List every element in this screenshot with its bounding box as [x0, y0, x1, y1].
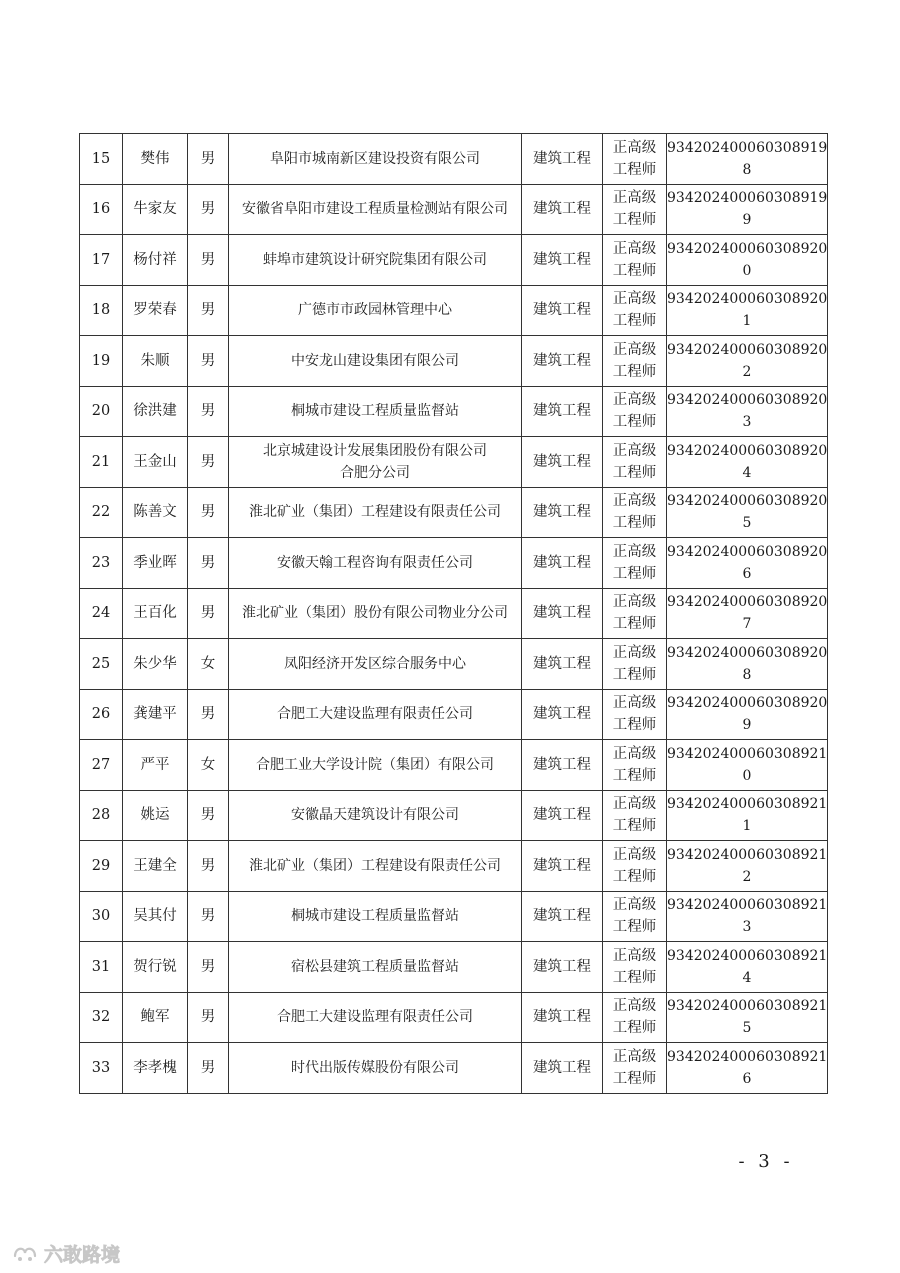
certificate-number-cell: 934202400060308919 8: [667, 134, 828, 185]
name-cell: 牛家友: [123, 184, 188, 235]
employer-cell: [229, 740, 522, 791]
title-cell: [603, 285, 667, 336]
title-line: 正高级: [612, 796, 657, 813]
gender-cell: 男: [188, 285, 229, 336]
specialty-cell: 建筑工程: [522, 487, 603, 538]
gender-cell: 女: [188, 740, 229, 791]
title-line: 工程师: [612, 616, 657, 633]
employer-cell: [229, 891, 522, 942]
employer-line: 合肥工业大学设计院（集团）有限公司: [256, 756, 494, 773]
table-row: [80, 639, 828, 690]
title-line: 工程师: [612, 565, 657, 582]
row-number-cell: 25: [80, 639, 123, 690]
employer-cell: [229, 487, 522, 538]
title-cell: [603, 386, 667, 437]
specialty-cell: 建筑工程: [522, 689, 603, 740]
employer-line: 中安龙山建设集团有限公司: [291, 352, 459, 369]
title-cell: [603, 639, 667, 690]
title-line: 正高级: [612, 695, 657, 712]
employer-line: 桐城市建设工程质量监督站: [291, 908, 459, 925]
title-cell: [603, 336, 667, 387]
title-line: 正高级: [612, 594, 657, 611]
certificate-number-cell: 934202400060308920 6: [667, 538, 828, 589]
row-number-cell: 22: [80, 487, 123, 538]
gender-cell: 男: [188, 134, 229, 185]
employer-cell: [229, 992, 522, 1043]
title-line: 正高级: [612, 947, 657, 964]
row-number-cell: 26: [80, 689, 123, 740]
title-cell: [603, 1043, 667, 1094]
certificate-number-cell: 934202400060308920 9: [667, 689, 828, 740]
specialty-cell: 建筑工程: [522, 538, 603, 589]
name-cell: 陈善文: [123, 487, 188, 538]
employer-cell: [229, 336, 522, 387]
title-cell: [603, 134, 667, 185]
table-row: [80, 285, 828, 336]
name-cell: 贺行锐: [123, 942, 188, 993]
certificate-number-cell: 934202400060308920 5: [667, 487, 828, 538]
table-row: [80, 386, 828, 437]
gender-cell: 男: [188, 235, 229, 286]
row-number-cell: 16: [80, 184, 123, 235]
table-row: [80, 487, 828, 538]
row-number-cell: 32: [80, 992, 123, 1043]
watermark-text: 六敢路境: [44, 1243, 121, 1266]
table-row: [80, 235, 828, 286]
gender-cell: 男: [188, 790, 229, 841]
specialty-cell: 建筑工程: [522, 437, 603, 488]
name-cell: 王建全: [123, 841, 188, 892]
title-cell: [603, 588, 667, 639]
name-cell: 鲍军: [123, 992, 188, 1043]
employer-cell: [229, 134, 522, 185]
title-cell: [603, 790, 667, 841]
row-number-cell: 17: [80, 235, 123, 286]
title-line: 正高级: [612, 1048, 657, 1065]
gender-cell: 男: [188, 487, 229, 538]
row-number-cell: 33: [80, 1043, 123, 1094]
title-cell: [603, 184, 667, 235]
title-cell: [603, 841, 667, 892]
table-row: [80, 891, 828, 942]
employer-cell: [229, 538, 522, 589]
title-cell: [603, 235, 667, 286]
title-cell: [603, 437, 667, 488]
employer-cell: [229, 588, 522, 639]
specialty-cell: 建筑工程: [522, 639, 603, 690]
title-line: 正高级: [612, 543, 657, 560]
title-line: 正高级: [612, 341, 657, 358]
employer-cell: [229, 437, 522, 488]
employer-line: 北京城建设计发展集团股份有限公司: [263, 442, 487, 459]
title-line: 工程师: [612, 464, 657, 481]
gender-cell: 男: [188, 689, 229, 740]
title-cell: [603, 891, 667, 942]
employer-cell: [229, 1043, 522, 1094]
gender-cell: 男: [188, 588, 229, 639]
employer-line: 蚌埠市建筑设计研究院集团有限公司: [263, 251, 487, 268]
title-cell: [603, 689, 667, 740]
title-line: 工程师: [612, 717, 657, 734]
title-line: 工程师: [612, 666, 657, 683]
title-cell: [603, 740, 667, 791]
certificate-number-cell: 934202400060308920 8: [667, 639, 828, 690]
employer-cell: [229, 639, 522, 690]
employer-cell: [229, 235, 522, 286]
title-line: 正高级: [612, 291, 657, 308]
title-cell: [603, 992, 667, 1043]
row-number-cell: 21: [80, 437, 123, 488]
table-row: [80, 588, 828, 639]
specialty-cell: 建筑工程: [522, 285, 603, 336]
title-line: 正高级: [612, 442, 657, 459]
employer-line: 淮北矿业（集团）股份有限公司物业分公司: [242, 605, 508, 622]
certificate-number-cell: 934202400060308919 9: [667, 184, 828, 235]
certificate-number-cell: 934202400060308920 2: [667, 336, 828, 387]
name-cell: 严平: [123, 740, 188, 791]
table-row: [80, 336, 828, 387]
certificate-number-cell: 934202400060308921 2: [667, 841, 828, 892]
name-cell: 姚运: [123, 790, 188, 841]
table-row: [80, 790, 828, 841]
row-number-cell: 15: [80, 134, 123, 185]
certificate-number-cell: 934202400060308920 7: [667, 588, 828, 639]
certificate-number-cell: 934202400060308921 4: [667, 942, 828, 993]
gender-cell: 男: [188, 891, 229, 942]
title-line: 工程师: [612, 212, 657, 229]
employer-line: 宿松县建筑工程质量监督站: [291, 958, 459, 975]
name-cell: 李孝槐: [123, 1043, 188, 1094]
title-cell: [603, 942, 667, 993]
employer-cell: [229, 790, 522, 841]
title-line: 正高级: [612, 493, 657, 510]
specialty-cell: 建筑工程: [522, 588, 603, 639]
specialty-cell: 建筑工程: [522, 841, 603, 892]
certificate-number-cell: 934202400060308920 4: [667, 437, 828, 488]
name-cell: 王金山: [123, 437, 188, 488]
employer-line: 凤阳经济开发区综合服务中心: [284, 655, 466, 672]
title-line: 正高级: [612, 745, 657, 762]
gender-cell: 男: [188, 841, 229, 892]
employer-line: 淮北矿业（集团）工程建设有限责任公司: [249, 857, 501, 874]
title-line: 正高级: [612, 139, 657, 156]
table-row: [80, 538, 828, 589]
table-row: [80, 437, 828, 488]
gender-cell: 男: [188, 437, 229, 488]
name-cell: 季业晖: [123, 538, 188, 589]
title-cell: [603, 487, 667, 538]
employer-line: 安徽晶天建筑设计有限公司: [291, 807, 459, 824]
gender-cell: 男: [188, 538, 229, 589]
title-cell: [603, 538, 667, 589]
gender-cell: 男: [188, 942, 229, 993]
specialty-cell: 建筑工程: [522, 1043, 603, 1094]
name-cell: 罗荣春: [123, 285, 188, 336]
name-cell: 王百化: [123, 588, 188, 639]
roster-table-body: [80, 134, 828, 1094]
specialty-cell: 建筑工程: [522, 235, 603, 286]
employer-line: 广德市市政园林管理中心: [298, 302, 452, 319]
name-cell: 朱顺: [123, 336, 188, 387]
table-row: [80, 841, 828, 892]
title-line: 工程师: [612, 919, 657, 936]
title-line: 工程师: [612, 313, 657, 330]
title-line: 工程师: [612, 515, 657, 532]
employer-cell: [229, 841, 522, 892]
employer-line: 桐城市建设工程质量监督站: [291, 403, 459, 420]
certificate-number-cell: 934202400060308921 3: [667, 891, 828, 942]
title-line: 正高级: [612, 998, 657, 1015]
title-line: 工程师: [612, 414, 657, 431]
certificate-number-cell: 934202400060308921 0: [667, 740, 828, 791]
table-row: [80, 942, 828, 993]
name-cell: 朱少华: [123, 639, 188, 690]
gender-cell: 男: [188, 1043, 229, 1094]
row-number-cell: 19: [80, 336, 123, 387]
employer-cell: [229, 689, 522, 740]
page-number: - 3 -: [738, 1151, 794, 1172]
row-number-cell: 28: [80, 790, 123, 841]
table-row: [80, 134, 828, 185]
employer-line: 合肥工大建设监理有限责任公司: [277, 1009, 473, 1026]
title-line: 工程师: [612, 363, 657, 380]
gender-cell: 男: [188, 184, 229, 235]
gender-cell: 男: [188, 336, 229, 387]
employer-line: 阜阳市城南新区建设投资有限公司: [270, 150, 480, 167]
specialty-cell: 建筑工程: [522, 336, 603, 387]
title-line: 工程师: [612, 262, 657, 279]
specialty-cell: 建筑工程: [522, 740, 603, 791]
employer-line: 安徽省阜阳市建设工程质量检测站有限公司: [242, 201, 508, 218]
certificate-number-cell: 934202400060308921 1: [667, 790, 828, 841]
certificate-number-cell: 934202400060308921 6: [667, 1043, 828, 1094]
certificate-number-cell: 934202400060308920 1: [667, 285, 828, 336]
row-number-cell: 23: [80, 538, 123, 589]
row-number-cell: 20: [80, 386, 123, 437]
name-cell: 樊伟: [123, 134, 188, 185]
watermark: [12, 1240, 120, 1266]
title-line: 工程师: [612, 161, 657, 178]
employer-cell: [229, 285, 522, 336]
title-line: 工程师: [612, 868, 657, 885]
employer-cell: [229, 386, 522, 437]
table-row: [80, 740, 828, 791]
title-line: 工程师: [612, 1020, 657, 1037]
employer-line: 合肥工大建设监理有限责任公司: [277, 706, 473, 723]
specialty-cell: 建筑工程: [522, 184, 603, 235]
title-line: 正高级: [612, 190, 657, 207]
employer-cell: [229, 942, 522, 993]
name-cell: 吴其付: [123, 891, 188, 942]
gender-cell: 男: [188, 992, 229, 1043]
roster-table: [79, 133, 828, 1094]
employer-line: 淮北矿业（集团）工程建设有限责任公司: [249, 504, 501, 521]
title-line: 正高级: [612, 392, 657, 409]
employer-cell: [229, 184, 522, 235]
title-line: 工程师: [612, 767, 657, 784]
name-cell: 龚建平: [123, 689, 188, 740]
title-line: 工程师: [612, 1070, 657, 1087]
gender-cell: 女: [188, 639, 229, 690]
table-row: [80, 992, 828, 1043]
specialty-cell: 建筑工程: [522, 134, 603, 185]
employer-line: 合肥分公司: [340, 464, 410, 481]
title-line: 正高级: [612, 644, 657, 661]
certificate-number-cell: 934202400060308920 0: [667, 235, 828, 286]
title-line: 正高级: [612, 897, 657, 914]
table-row: [80, 689, 828, 740]
specialty-cell: 建筑工程: [522, 891, 603, 942]
employer-line: 安徽天翰工程咨询有限责任公司: [277, 554, 473, 571]
specialty-cell: 建筑工程: [522, 386, 603, 437]
title-line: 工程师: [612, 818, 657, 835]
gender-cell: 男: [188, 386, 229, 437]
title-line: 工程师: [612, 969, 657, 986]
title-line: 正高级: [612, 240, 657, 257]
certificate-number-cell: 934202400060308920 3: [667, 386, 828, 437]
row-number-cell: 29: [80, 841, 123, 892]
table-row: [80, 1043, 828, 1094]
table-row: [80, 184, 828, 235]
name-cell: 徐洪建: [123, 386, 188, 437]
specialty-cell: 建筑工程: [522, 992, 603, 1043]
row-number-cell: 24: [80, 588, 123, 639]
specialty-cell: 建筑工程: [522, 790, 603, 841]
title-line: 正高级: [612, 846, 657, 863]
row-number-cell: 31: [80, 942, 123, 993]
name-cell: 杨付祥: [123, 235, 188, 286]
employer-line: 时代出版传媒股份有限公司: [291, 1059, 459, 1076]
row-number-cell: 18: [80, 285, 123, 336]
row-number-cell: 30: [80, 891, 123, 942]
watermark-logo-icon: [12, 1242, 38, 1264]
row-number-cell: 27: [80, 740, 123, 791]
specialty-cell: 建筑工程: [522, 942, 603, 993]
certificate-number-cell: 934202400060308921 5: [667, 992, 828, 1043]
